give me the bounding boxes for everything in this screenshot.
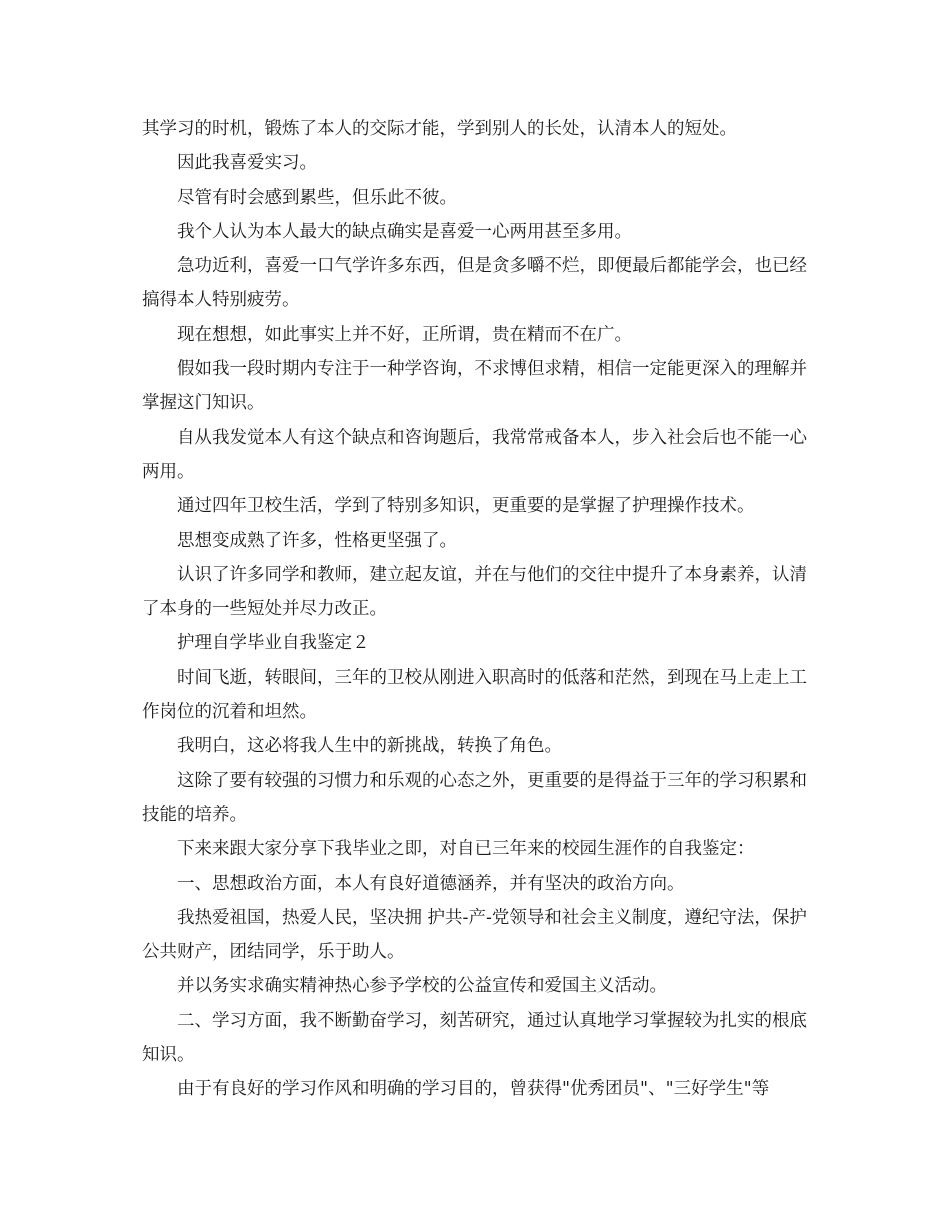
paragraph: 并以务实求确实精神热心参予学校的公益宣传和爱国主义活动。 [177,976,667,997]
paragraph: 因此我喜爱实习。 [177,153,317,174]
paragraph: 时间飞逝，转眼间，三年的卫校从刚进入职高时的低落和茫然，到现在马上走上工作岗位的沉着和坦然。 [142,667,807,723]
paragraph: 由于有良好的学习作风和明确的学习目的，曾获得"优秀团员"、"三好学生"等 [177,1079,770,1100]
paragraph: 急功近利，喜爱一口气学许多东西，但是贪多嚼不烂，即便最后都能学会，也已经搞得本人特别疲劳。 [142,256,807,311]
paragraph: 尽管有时会感到累些，但乐此不彼。 [177,187,457,208]
paragraph: 我明白，这必将我人生中的新挑战，转换了角色。 [177,736,562,757]
paragraph: 下来来跟大家分享下我毕业之即，对自已三年来的校园生涯作的自我鉴定： [177,839,755,860]
paragraph: 思想变成熟了许多，性格更坚强了。 [177,530,457,551]
paragraph: 我个人认为本人最大的缺点确实是喜爱一心两用甚至多用。 [177,221,632,242]
paragraph: 通过四年卫校生活，学到了特别多知识，更重要的是掌握了护理操作技术。 [177,496,755,517]
paragraph: 我热爱祖国，热爱人民，坚决拥 护共-产-党领导和社会主义制度，遵纪守法，保护公共财产，团结同学，乐于助人。 [142,907,807,963]
document-body [142,112,822,1107]
paragraph: 假如我一段时期内专注于一种学咨询，不求博但求精，相信一定能更深入的理解并掌握这门知识。 [142,359,807,414]
paragraph: 其学习的时机，锻炼了本人的交际才能，学到别人的长处，认清本人的短处。 [142,119,737,139]
paragraph: 自从我发觉本人有这个缺点和咨询题后，我常常戒备本人，步入社会后也不能一心两用。 [142,427,807,482]
paragraph: 现在想想，如此事实上并不好，正所谓，贵在精而不在广。 [177,324,632,345]
paragraph: 这除了要有较强的习惯力和乐观的心态之外，更重要的是得益于三年的学习积累和技能的培养。 [142,770,807,825]
paragraph: 二、学习方面，我不断勤奋学习，刻苦研究，通过认真地学习掌握较为扎实的根底知识。 [142,1010,807,1066]
paragraph: 认识了许多同学和教师，建立起友谊，并在与他们的交往中提升了本身素养，认清了本身的一些短处并尽力改正。 [142,564,807,620]
paragraph: 一、思想政治方面，本人有良好道德涵养，并有坚决的政治方向。 [177,873,685,894]
section-heading: 护理自学毕业自我鉴定２ [177,633,370,654]
